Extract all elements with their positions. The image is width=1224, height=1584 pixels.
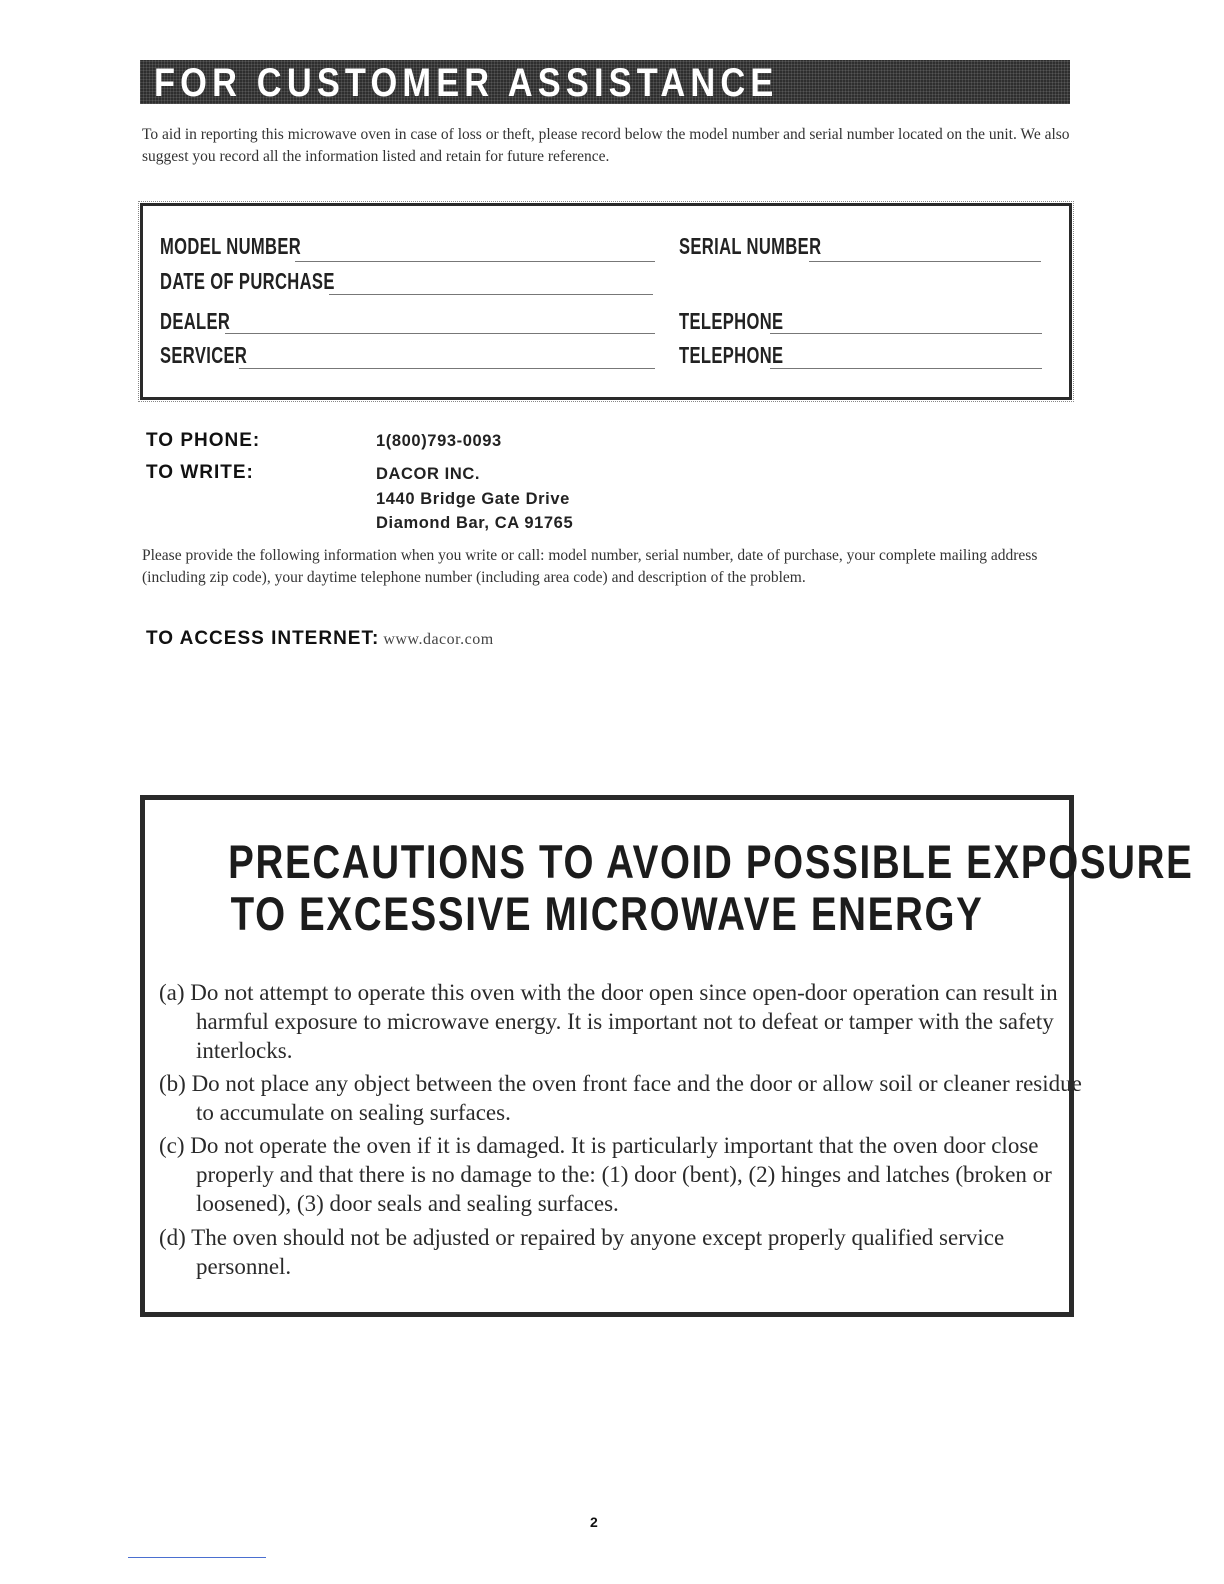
precautions-title-line2: TO EXCESSIVE MICROWAVE ENERGY [230,887,984,940]
precaution-item-d: (d) The oven should not be adjusted or repaired by anyone except properly qualified service personnel. [159,1225,1005,1279]
phone-heading: TO PHONE: [146,430,261,451]
company-name: DACOR INC. [376,465,481,483]
page-number: 2 [590,1514,598,1530]
servicer-telephone-label: TELEPHONE [679,342,784,368]
precaution-item-b: (b) Do not place any object between the oven front face and the door or allow soil or cleaner residue to accumulate on sealing surfaces. [159,1071,1082,1125]
date-of-purchase-label: DATE OF PURCHASE [160,268,335,294]
model-number-field[interactable] [295,261,655,262]
internet-line [146,628,494,650]
dealer-label: DEALER [160,308,231,334]
servicer-field[interactable] [239,368,655,369]
precaution-item-c: (c) Do not operate the oven if it is damaged. It is particularly important that the oven door close properly and that there is no damage to the: (1) door (bent), (2) hinges and latches (broken or loosened), (3) door seals and sealing surfaces. [159,1133,1052,1216]
footer-rule [128,1557,266,1558]
street-address: 1440 Bridge Gate Drive [376,490,570,508]
provide-info-paragraph: Please provide the following information when you write or call: model number, serial number, date of purchase, your complete mailing address (including zip code), your daytime telephone number (including area code) and description of the problem. [142,547,1038,586]
precautions-box [140,795,1194,1317]
section-banner [140,60,1070,104]
record-form-box [140,203,1072,400]
model-number-label: MODEL NUMBER [160,233,302,259]
banner-title: FOR CUSTOMER ASSISTANCE [154,61,779,105]
precaution-item-a: (a) Do not attempt to operate this oven with the door open since open-door operation can result in harmful exposure to microwave energy. It is important not to defeat or tamper with the safety interlocks. [159,980,1058,1063]
precautions-title-line1: PRECAUTIONS TO AVOID POSSIBLE EXPOSURE [228,835,1194,888]
dealer-telephone-label: TELEPHONE [679,308,784,334]
dealer-field[interactable] [225,333,655,334]
internet-url-link[interactable]: www.dacor.com [383,631,494,648]
phone-number: 1(800)793-0093 [376,432,502,450]
city-address: Diamond Bar, CA 91765 [376,514,574,532]
internet-heading: TO ACCESS INTERNET: [146,628,380,649]
write-heading: TO WRITE: [146,462,254,483]
serial-number-label: SERIAL NUMBER [679,233,822,259]
servicer-telephone-field[interactable] [770,368,1042,369]
intro-paragraph: To aid in reporting this microwave oven in case of loss or theft, please record below the model number and serial number located on the unit. We also suggest you record all the information listed and retain for future reference. [142,126,1070,165]
servicer-label: SERVICER [160,342,248,368]
serial-number-field[interactable] [809,261,1041,262]
dealer-telephone-field[interactable] [770,333,1042,334]
date-of-purchase-field[interactable] [329,294,653,295]
